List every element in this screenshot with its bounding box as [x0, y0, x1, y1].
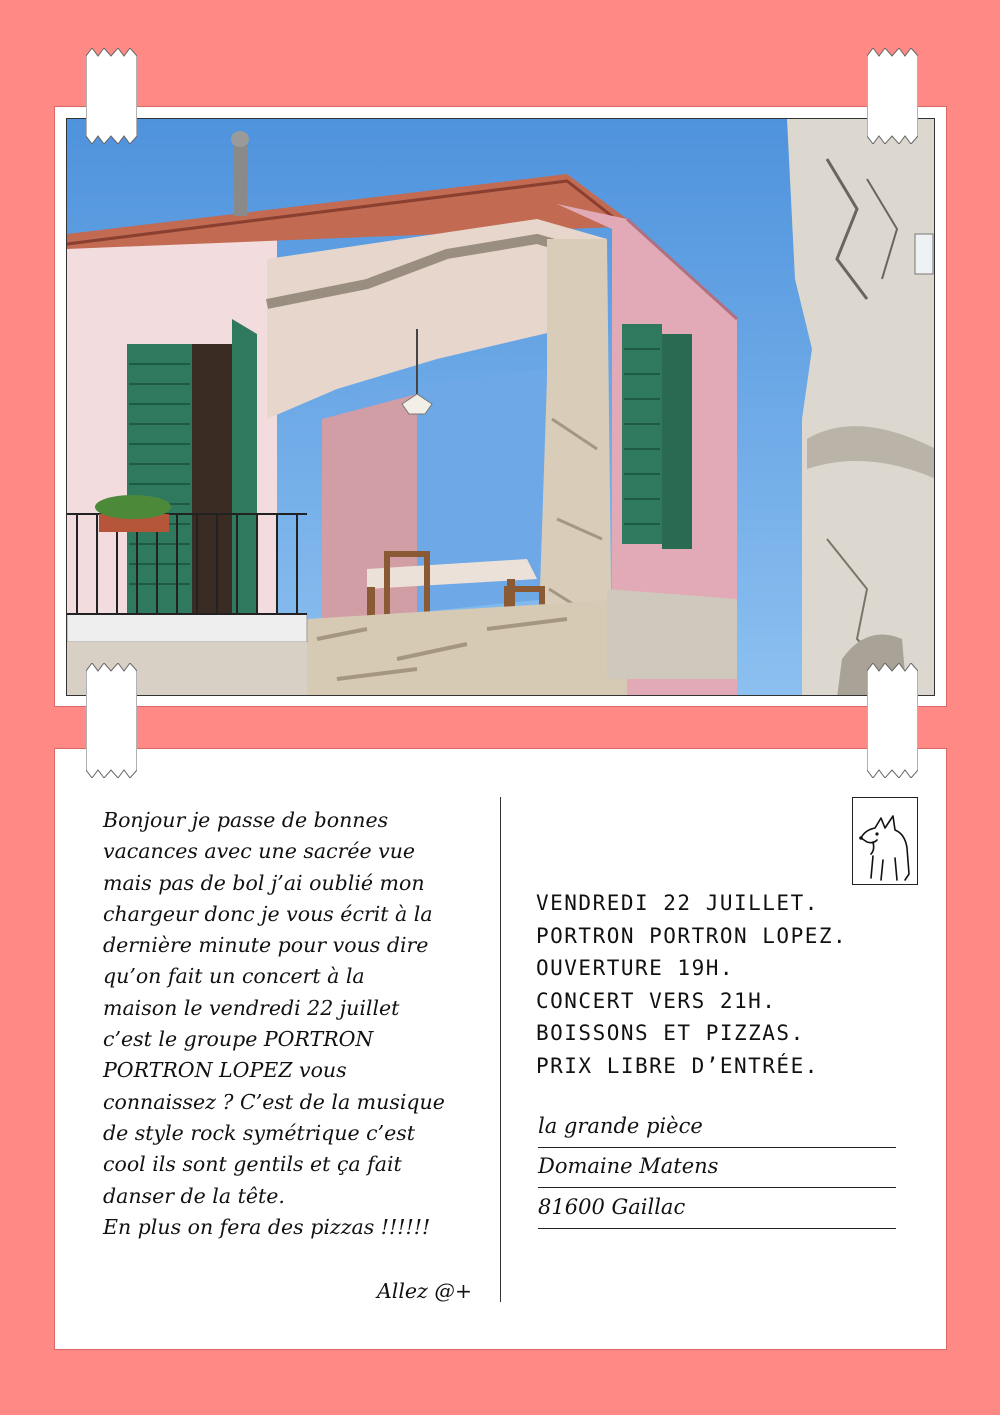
photo-illustration — [67, 119, 935, 696]
message-line: PORTRON LOPEZ vous — [103, 1058, 347, 1083]
dog-icon — [853, 798, 917, 884]
event-detail-line: CONCERT VERS 21H. — [536, 988, 777, 1013]
message-line: connaissez ? C’est de la musique — [103, 1089, 445, 1114]
postcard-back — [54, 748, 947, 1350]
event-details — [536, 887, 936, 1083]
photo-card — [54, 106, 947, 707]
event-detail-line: BOISSONS ET PIZZAS. — [536, 1021, 805, 1046]
signature: Allez @+ — [377, 1279, 473, 1303]
address-block — [538, 1107, 896, 1229]
address-line: 81600 Gaillac — [538, 1188, 896, 1229]
message-line: maison le vendredi 22 juillet — [103, 995, 400, 1020]
address-line: Domaine Matens — [538, 1148, 896, 1189]
event-detail-line: OUVERTURE 19H. — [536, 956, 735, 981]
message-line: cool ils sont gentils et ça fait — [103, 1152, 402, 1177]
event-detail-line: PORTRON PORTRON LOPEZ. — [536, 923, 848, 948]
message-line: qu’on fait un concert à la — [103, 964, 365, 989]
tape-icon — [86, 663, 137, 778]
message-line: vacances avec une sacrée vue — [103, 839, 416, 864]
postcard-divider — [500, 797, 501, 1302]
message-line: danser de la tête. — [103, 1183, 285, 1208]
tape-icon — [86, 48, 137, 144]
message-line: En plus on fera des pizzas !!!!!! — [103, 1214, 431, 1239]
event-detail-line: PRIX LIBRE D’ENTRÉE. — [536, 1053, 819, 1078]
message-line: mais pas de bol j’ai oublié mon — [103, 870, 425, 895]
address-line: la grande pièce — [538, 1107, 896, 1148]
message-line: c’est le groupe PORTRON — [103, 1027, 374, 1052]
ruined-house-photo — [66, 118, 935, 696]
message-line: Bonjour je passe de bonnes — [103, 808, 389, 832]
stamp — [852, 797, 918, 885]
message-line: de style rock symétrique c’est — [103, 1120, 416, 1145]
message-line: dernière minute pour vous dire — [103, 933, 429, 958]
handwritten-message — [103, 805, 503, 1243]
message-line: chargeur donc je vous écrit à la — [103, 901, 433, 926]
tape-icon — [867, 48, 918, 144]
event-detail-line: VENDREDI 22 JUILLET. — [536, 891, 819, 915]
tape-icon — [867, 663, 918, 778]
